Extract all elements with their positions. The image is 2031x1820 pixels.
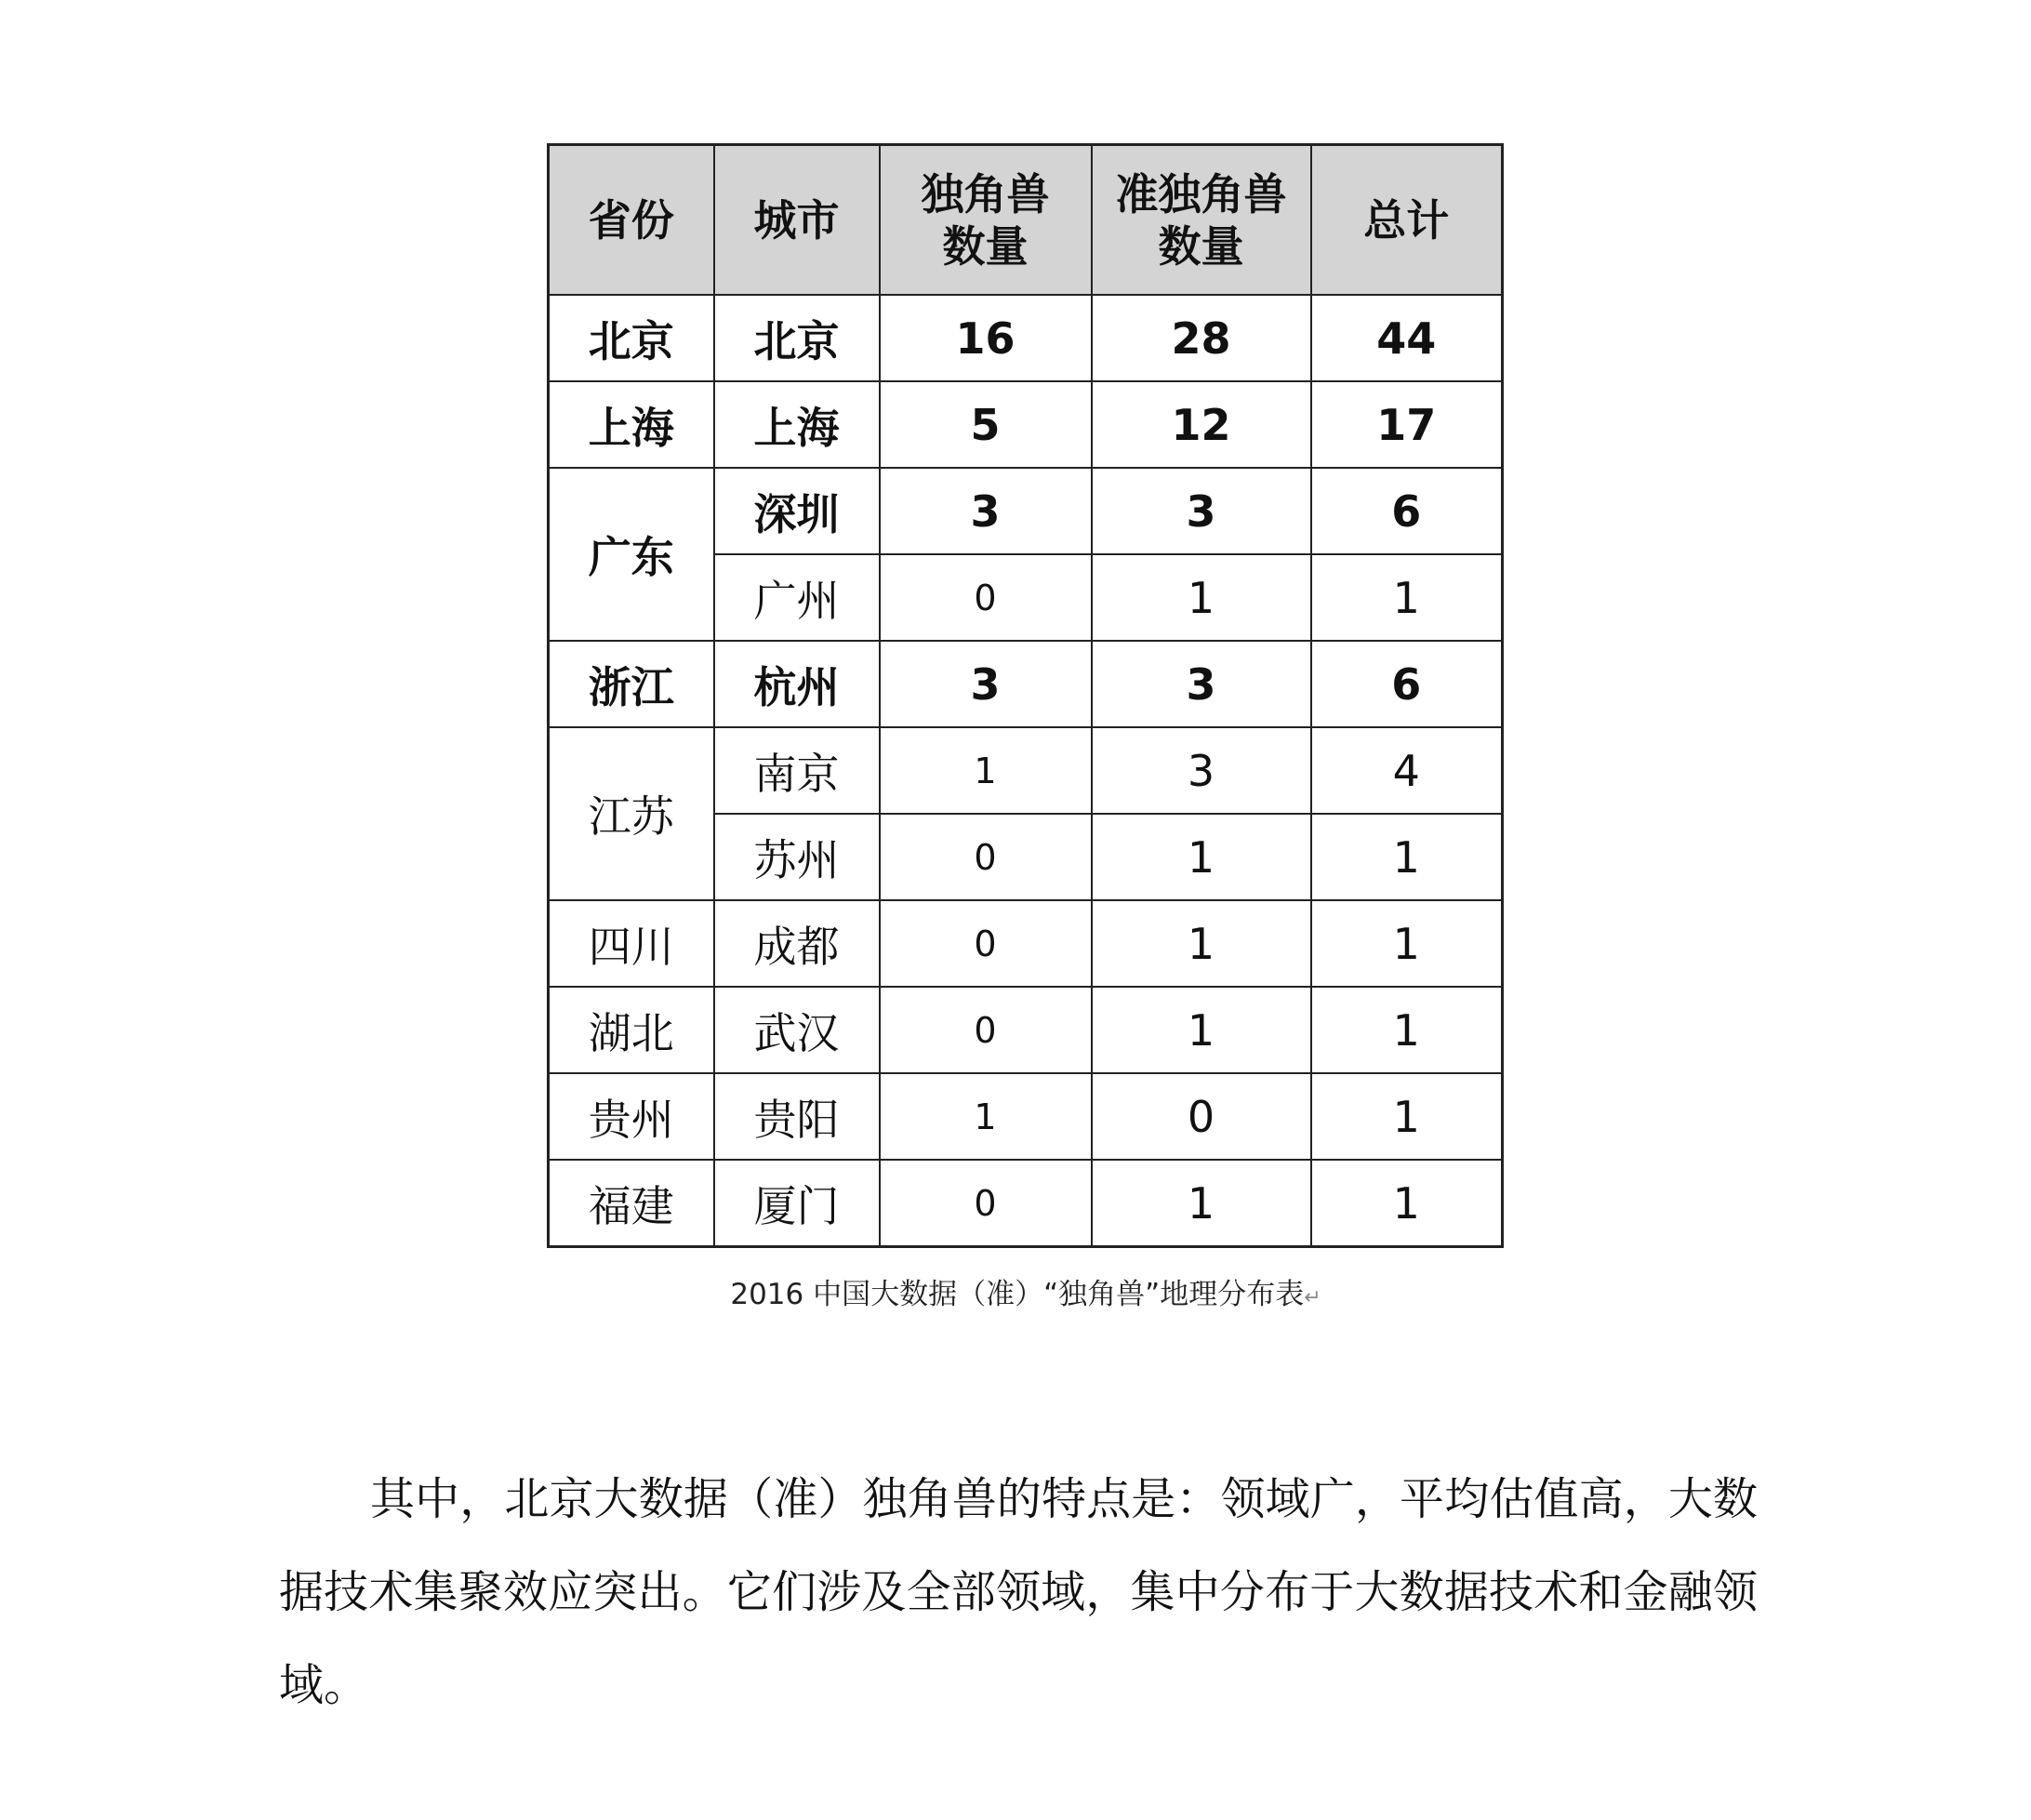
cell-unicorn: 1 <box>880 1073 1092 1160</box>
table-row <box>549 1160 1503 1247</box>
cell-quasi: 1 <box>1092 987 1311 1073</box>
table-row <box>549 727 1503 814</box>
cell-unicorn: 0 <box>880 554 1092 641</box>
table-row <box>549 468 1503 554</box>
table-header-row <box>549 145 1503 296</box>
cell-total: 1 <box>1311 1160 1503 1247</box>
cell-unicorn: 0 <box>880 900 1092 987</box>
cell-quasi: 1 <box>1092 814 1311 900</box>
table-row <box>549 987 1503 1073</box>
cell-province: 福建 <box>549 1160 714 1247</box>
header-quasi-line2: 数量 <box>1158 220 1244 272</box>
cell-city: 成都 <box>714 900 880 987</box>
cell-province: 上海 <box>549 381 714 468</box>
cell-unicorn: 3 <box>880 468 1092 554</box>
header-unicorn-line2: 数量 <box>942 220 1029 272</box>
cell-quasi: 3 <box>1092 468 1311 554</box>
table-row <box>549 381 1503 468</box>
cell-city: 深圳 <box>714 468 880 554</box>
cell-total: 1 <box>1311 554 1503 641</box>
cell-quasi: 1 <box>1092 1160 1311 1247</box>
cell-city: 北京 <box>714 295 880 381</box>
cell-quasi: 0 <box>1092 1073 1311 1160</box>
cell-unicorn: 0 <box>880 987 1092 1073</box>
cell-city: 贵阳 <box>714 1073 880 1160</box>
cell-quasi: 1 <box>1092 900 1311 987</box>
header-quasi-line1: 准独角兽 <box>1115 168 1287 219</box>
cell-quasi: 28 <box>1092 295 1311 381</box>
cell-city: 武汉 <box>714 987 880 1073</box>
cell-total: 4 <box>1311 727 1503 814</box>
header-province: 省份 <box>549 145 714 296</box>
table-caption <box>547 1270 1505 1312</box>
cell-province: 江苏 <box>549 727 714 900</box>
cell-total: 6 <box>1311 468 1503 554</box>
cell-province: 四川 <box>549 900 714 987</box>
cell-unicorn: 5 <box>880 381 1092 468</box>
cell-province: 贵州 <box>549 1073 714 1160</box>
cell-quasi: 1 <box>1092 554 1311 641</box>
cell-city: 南京 <box>714 727 880 814</box>
cell-city: 苏州 <box>714 814 880 900</box>
header-total: 总计 <box>1311 145 1503 296</box>
unicorn-distribution-table-container <box>547 143 1504 1248</box>
header-unicorn-line1: 独角兽 <box>921 168 1050 219</box>
cell-city: 杭州 <box>714 641 880 727</box>
cell-total: 44 <box>1311 295 1503 381</box>
cell-total: 1 <box>1311 1073 1503 1160</box>
table-row <box>549 900 1503 987</box>
cell-province: 湖北 <box>549 987 714 1073</box>
cell-quasi: 3 <box>1092 641 1311 727</box>
header-unicorn-count <box>880 145 1092 296</box>
unicorn-distribution-table <box>547 143 1504 1248</box>
cell-total: 1 <box>1311 814 1503 900</box>
cell-quasi: 3 <box>1092 727 1311 814</box>
cell-city: 厦门 <box>714 1160 880 1247</box>
cell-unicorn: 0 <box>880 814 1092 900</box>
table-row <box>549 295 1503 381</box>
cell-unicorn: 3 <box>880 641 1092 727</box>
table-row <box>549 641 1503 727</box>
header-quasi-unicorn-count <box>1092 145 1311 296</box>
cell-province: 浙江 <box>549 641 714 727</box>
cell-total: 1 <box>1311 987 1503 1073</box>
cell-city: 上海 <box>714 381 880 468</box>
cell-quasi: 12 <box>1092 381 1311 468</box>
cell-total: 6 <box>1311 641 1503 727</box>
cell-city: 广州 <box>714 554 880 641</box>
cell-unicorn: 1 <box>880 727 1092 814</box>
cell-province: 北京 <box>549 295 714 381</box>
cell-unicorn: 0 <box>880 1160 1092 1247</box>
table-row <box>549 1073 1503 1160</box>
cell-province: 广东 <box>549 468 714 641</box>
table-caption-text: 2016 中国大数据（准）“独角兽”地理分布表 <box>730 1278 1305 1311</box>
cell-total: 1 <box>1311 900 1503 987</box>
body-paragraph: 其中，北京大数据（准）独角兽的特点是：领域广，平均估值高，大数据技术集聚效应突出。它们涉及全部领域，集中分布于大数据技术和金融领域。 <box>279 1473 1758 1711</box>
cell-total: 17 <box>1311 381 1503 468</box>
paragraph-mark-icon: ↵ <box>1304 1286 1321 1309</box>
header-city: 城市 <box>714 145 880 296</box>
cell-unicorn: 16 <box>880 295 1092 381</box>
